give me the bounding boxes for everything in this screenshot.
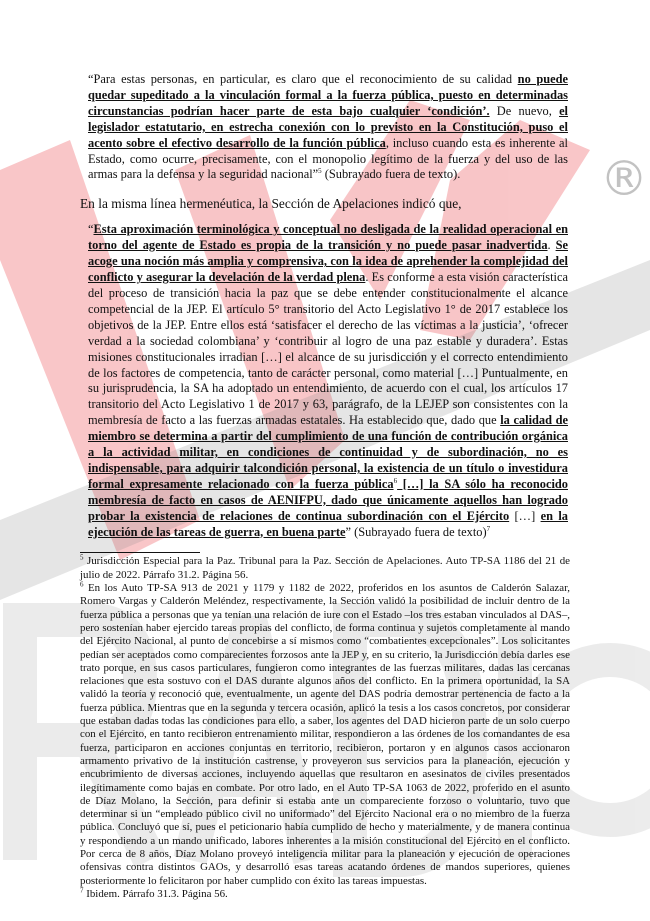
quote-text: , incluso cuando esta es inherente al Estado, como ocurre, precisamente, con el monopolio legítimo de la fuerza y del uso de las armas para la defensa y la seguridad nacional” — [88, 135, 568, 182]
underlined-text: Se acoge una noción más amplia y comprensiva, con la idea de aprehender la complejidad del conflicto y asegurar la develación de la verdad plena — [88, 238, 568, 285]
registered-mark-icon: ® — [600, 151, 648, 207]
footnote-text: En los Auto TP-SA 913 de 2021 y 1179 y 1182 de 2022, proferidos en los asuntos de Calderón Salazar, Romero Vargas y Calderón Meléndez, respectivamente, la Sección validó la posibilidad de incluir dentro de la fuerza pública a personas que ya tenían una relación de iure con el Estado –los tres estaban vinculados al DAS–, pero sostenían haber ejercido tareas propias del conflicto, de forma continua y sujetos completamente al mando del Ejército Nacional, al punto de concebirse a sí mismos como “combatientes excepcionales”. Los solicitantes pedían ser aceptados como comparecientes forzosos ante la JEP y, en su criterio, la Jurisdicción debía darles ese trato porque, en sus casos particulares, fungieron como integrantes de las fuerzas militares, dadas las cercanas relaciones que esta sostuvo con el DAS durante algunos años del conflicto. En la primera oportunidad, la SA validó la teoría y reconoció que, eventualmente, un agente del DAS podría demostrar pertenencia de facto a la fuerza pública. Mientras que en la segunda y tercera ocasión, aplicó la tesis a los casos concretos, por considerar que estaban dadas todas las condiciones para ello, a saber, los agentes del DAD hicieron parte de un solo cuerpo con el Ejército, en tanto recibieron entrenamiento militar, respondieron a las órdenes de los comandantes de esa fuerza, participaron en acciones conjuntas en territorio, recibieron, portaron y en algunos casos accionaron armamento privativo de la institución castrense, y proveyeron sus servicios para la planeación, ejecución y encubrimiento de diversas acciones, incluyendo aquellas que resultaron en asesinatos de civiles presentados ilegítimamente como bajas en combate. Por otro lado, en el Auto TP-SA 1063 de 2022, proferido en el asunto de Díaz Molano, la Sección, para definir si estaba ante un compareciente forzoso o voluntario, tuvo que determinar si un “empleado público civil no uniformado” del Ejército Nacional era o no miembro de la fuerza pública. Concluyó que sí, pues el peticionario había cumplido de hecho y materialmente, y de manera continua y respondiendo a un mando unificado, labores inherentes a la misión constitucional del Ejército en el conflicto. Por cerca de 8 años, Díaz Molano proveyó inteligencia militar para la planeación y ejecución de operaciones ofensivas contra distintos GAOs, y desarrolló esas tareas acatando órdenes de mandos superiores, quienes posteriormente lo felicitaron por haber cumplido con éxito las tareas impuestas. — [80, 582, 570, 887]
quote-text: . — [547, 238, 556, 253]
block-quote-1 — [88, 72, 568, 183]
footnote-text: Ibidem. Párrafo 31.3. Página 56. — [83, 887, 228, 900]
footnote-7 — [80, 888, 570, 901]
footnote-text: Jurisdicción Especial para la Paz. Tribunal para la Paz. Sección de Apelaciones. Auto TP-SA 1186 del 21 de julio de 2022. Párrafo 31.2. Página 56. — [80, 555, 570, 581]
underlined-text: […] la SA sólo ha reconocido membresía de facto en casos de AENIFPU, dado que únicamente aquellos han logrado probar la existencia de relaciones de continua subordinación con el Ejército — [88, 476, 568, 523]
footnote-number: 7 — [80, 886, 84, 895]
underlined-text: la calidad de miembro se determina a partir del cumplimiento de una función de contribución orgánica a la actividad militar, en condiciones de continuidad y de subordinación, no es indispensable, para adquirir talcondición personal, la existencia de un título o investidura formal expresamente relacionado con la fuerza pública — [88, 413, 568, 491]
quote-text: De nuevo, — [489, 103, 560, 118]
quote-text: (Subrayado fuera de texto). — [321, 167, 461, 182]
footnote-reference: 7 — [486, 524, 491, 533]
block-quote-2 — [88, 222, 568, 540]
underlined-text: el legislador estatutario, en estrecha conexión con lo previsto en la Constitución, puso el acento sobre el efectivo desarrollo de la función pública — [88, 103, 569, 150]
quote-text: ” (Subrayado fuera de texto) — [345, 524, 487, 539]
footnote-number: 6 — [80, 580, 84, 589]
footnote-reference: 5 — [318, 167, 322, 176]
underlined-text: no puede quedar supeditado a la vinculación formal a la fuerza pública, puesto en determinadas circunstancias podrían hacer parte de esta bajo cualquier ‘condición’. — [88, 72, 568, 118]
quote-text: . Es conforme a esta visión característica del proceso de transición hacia la paz que se debe entender constitucionalmente el alcance competencial de la JEP. El artículo 5° transitorio del Acto Legislativo 1° de 2017 establece los objetivos de la JEP. Entre ellos está ‘satisfacer el derecho de las víctimas a la justicia’, ‘ofrecer verdad a la sociedad colombiana’ y ‘contribuir al logro de una paz estable y duradera’. Estas misiones constitucionales irradian […] el alcance de su jurisdicción y el correcto entendimiento de los factores de competencia, tanto de carácter personal, como material […] Puntualmente, en su jurisprudencia, la SA ha adoptado un entendimiento, de acuerdo con el cual, los artículos 17 transitorio del Acto Legislativo 1 de 2017 y 63, parágrafo, de la LEJEP son consistentes con la membresía de facto a las fuerzas armadas estatales. Ha establecido que, dado que — [88, 270, 568, 428]
quote-text: “Para estas personas, en particular, es claro que el reconocimiento de su calidad — [88, 72, 518, 86]
footnote-6 — [80, 582, 570, 888]
body-paragraph: En la misma línea hermenéutica, la Sección de Apelaciones indicó que, — [80, 196, 462, 212]
quote-text: “ — [88, 222, 94, 237]
quote-text: […] — [509, 508, 541, 523]
footnote-number: 5 — [80, 553, 84, 562]
underlined-text: Esta aproximación terminológica y conceptual no desligada de la realidad operacional en torno del agente de Estado es propia de la transición y no puede pasar inadvertida — [88, 222, 568, 253]
footnote-reference: 6 — [393, 476, 398, 485]
underlined-text: en la ejecución de las tareas de guerra, en buena parte — [88, 508, 568, 539]
footnote-separator — [80, 552, 200, 553]
footnote-5 — [80, 555, 570, 582]
